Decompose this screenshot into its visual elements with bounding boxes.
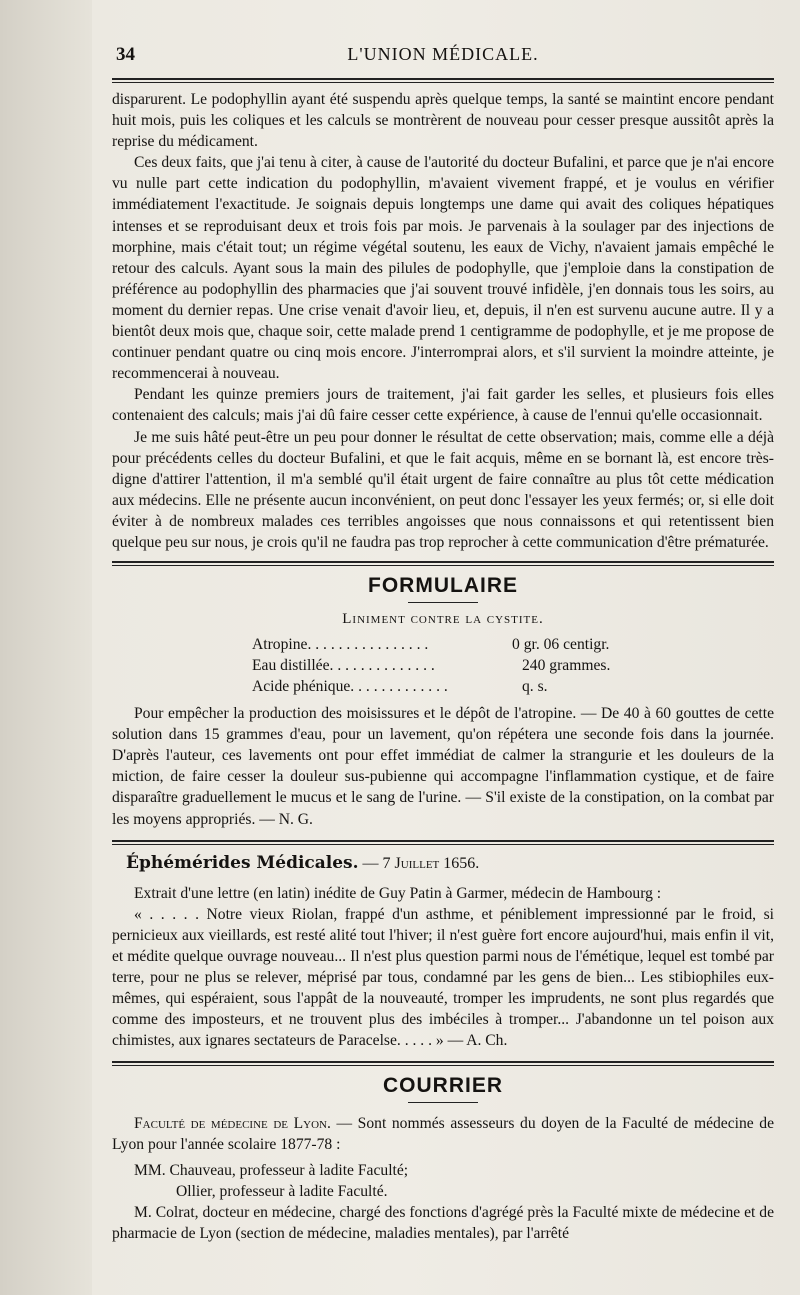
courrier-paragraph [112, 1113, 774, 1155]
ephemerides-heading [126, 853, 774, 873]
formulaire-subtitle: Liniment contre la cystite. [342, 611, 544, 628]
ingredient-quantity: 240 grammes. [522, 657, 611, 675]
title-underline [408, 602, 478, 603]
paragraph: Ces deux faits, que j'ai tenu à citer, à cause de l'autorité du docteur Bufalini, et parce que je n'ai encore vu nulle part cette indication du podophyllin, m'avaient vivement frappé, et je voulus en vérifier immédiatement l'exactitude. Je soignais depuis longtemps une dame qui avait des coliques hépatiques intenses et se reproduisant deux et trois fois par mois. Je parvenais à la soulager par des injections de morphine, mais c'était tout; un régime végétal soutenu, les eaux de Vichy, n'avaient jamais empêché le retour des calculs. Ayant sous la main des pilules de podophylle, que j'emploie dans la constipation de préférence au podophyllin des pharmacies que j'ai souvent trouvé infidèle, j'en donnais tous les soirs, au moment du dernier repas. Une crise venait d'avoir lieu, et, depuis, il n'en est survenu aucune autre. Il y a bientôt deux mois que, chaque soir, cette malade prend 1 centigramme de podophylle, et je me propose de continuer pendant quatre ou cinq mois encore. J'interromprai alors, et s'il survient la moindre atteinte, je recommencerai à nouveau. [112, 154, 774, 383]
running-title: L'UNION MÉDICALE. [347, 44, 539, 64]
courrier-line: MM. Chauveau, professeur à ladite Faculté; [134, 1161, 409, 1179]
courrier-lead: Faculté de médecine de Lyon. [134, 1115, 331, 1133]
paragraph: Pendant les quinze premiers jours de traitement, j'ai fait garder les selles, et plusieurs fois elles contenaient des calculs; mais j'ai dû faire cesser cette expérience, à cause de l'ennui qu'elle occasionnait. [112, 386, 774, 425]
binding-gutter [0, 0, 92, 1295]
courrier-text: — Sont nommés assesseurs du doyen de la Faculté de médecine de Lyon pour l'année scolaire 1877-78 : [112, 1115, 775, 1154]
courrier-line: Ollier, professeur à ladite Faculté. [176, 1182, 388, 1200]
page-number: 34 [116, 44, 135, 65]
recipe-row: Eau distillée . . . . . . . . . . . . . . 240 grammes. [252, 657, 611, 675]
ephemerides-title: Éphémérides Médicales. [126, 852, 359, 873]
ephemerides-section [112, 853, 774, 1052]
section-rule [112, 840, 774, 845]
article-body [112, 89, 774, 553]
formulaire-text: Pour empêcher la production des moisissures et le dépôt de l'atropine. — De 40 à 60 gouttes de cette solution dans 15 grammes d'eau, pour un lavement, qu'on répétera une seconde fois dans la journée. D'après l'auteur, ces lavements ont pour effet immédiat de calmer la strangurie et les douleurs de la miction, de faire cesser la douleur sus-pubienne qui accompagne l'inflammation cystique, et de faire disparaître graduellement le mucus et le sang de l'urine. — S'il existe de la constipation, on la combat par les moyens appropriés. — N. G. [112, 705, 774, 828]
section-rule [112, 1061, 774, 1066]
page-header [112, 40, 774, 74]
ephemerides-date: — 7 Juillet 1656. [362, 854, 480, 872]
recipe-row: Atropine . . . . . . . . . . . . . . . . 0 gr. 06 centigr. [252, 636, 610, 654]
recipe-list [252, 634, 774, 697]
ephemerides-intro: Extrait d'une lettre (en latin) inédite de Guy Patin à Garmer, médecin de Hambourg : [134, 884, 662, 902]
formulaire-title: FORMULAIRE [368, 574, 518, 598]
ingredient-quantity: 0 gr. 06 centigr. [512, 636, 610, 654]
title-underline [408, 1102, 478, 1103]
formulaire-section [112, 574, 774, 830]
courrier-title: COURRIER [382, 1074, 503, 1098]
paragraph: Je me suis hâté peut-être un peu pour donner le résultat de cette observation; mais, comme elle a déjà pour précédents celles du docteur Bufalini, et que le fait acquis, même en se bornant là, est encore très-digne d'attirer l'attention, il m'a semblé qu'il était urgent de faire connaître au plus tôt cette médication aux médecins. Elle ne présente aucun inconvénient, on peut donc l'essayer les yeux fermés; or, si elle doit éviter à de nombreux malades ces terribles angoisses que nous connaissons et qui retentissent bien quelque peu sur nous, je crois qu'il ne faudra pas trop reprocher à cette communication d'être prématurée. [112, 428, 774, 551]
ingredient-quantity: q. s. [522, 678, 548, 696]
header-rule [112, 78, 774, 83]
paragraph: disparurent. Le podophyllin ayant été suspendu après quelque temps, la santé se maintint encore pendant huit mois, puis les coliques et les calculs se montrèrent de nouveau pour cesser presque aussitôt après la reprise du médicament. [112, 91, 774, 151]
courrier-section [112, 1074, 774, 1244]
ingredient-name: Atropine [252, 636, 308, 654]
courrier-paragraph: M. Colrat, docteur en médecine, chargé des fonctions d'agrégé près la Faculté mixte de médecine et de pharmacie de Lyon (section de médecine, maladies mentales), par l'arrêté [112, 1203, 774, 1242]
section-rule [112, 561, 774, 566]
ephemerides-quote: « . . . . . Notre vieux Riolan, frappé d'un asthme, et péniblement impressionné par le froid, si pernicieux aux vieillards, est resté alité tout l'hiver; il n'est guère fort encore aujourd'hui, mais enfin il vit, et médite quelque ouvrage nouveau... Il n'est plus question parmi nous de l'émétique, lequel est tombé par terre, pour ne plus se relever, méprisé par tous, condamné par les gens de bien... Les stibiophiles eux-mêmes, qui espéraient, sous l'appât de la nouveauté, tromper les imprudents, ne sont plus regardés que comme des imposteurs, et ne trouvent plus des imbéciles à tromper... J'abandonne un tel poison aux chimistes, aux ignares sectateurs de Paracelse. . . . . » — A. Ch. [112, 905, 774, 1050]
recipe-row: Acide phénique . . . . . . . . . . . . . q. s. [252, 678, 548, 696]
ingredient-name: Eau distillée [252, 657, 330, 675]
ingredient-name: Acide phénique [252, 678, 351, 696]
